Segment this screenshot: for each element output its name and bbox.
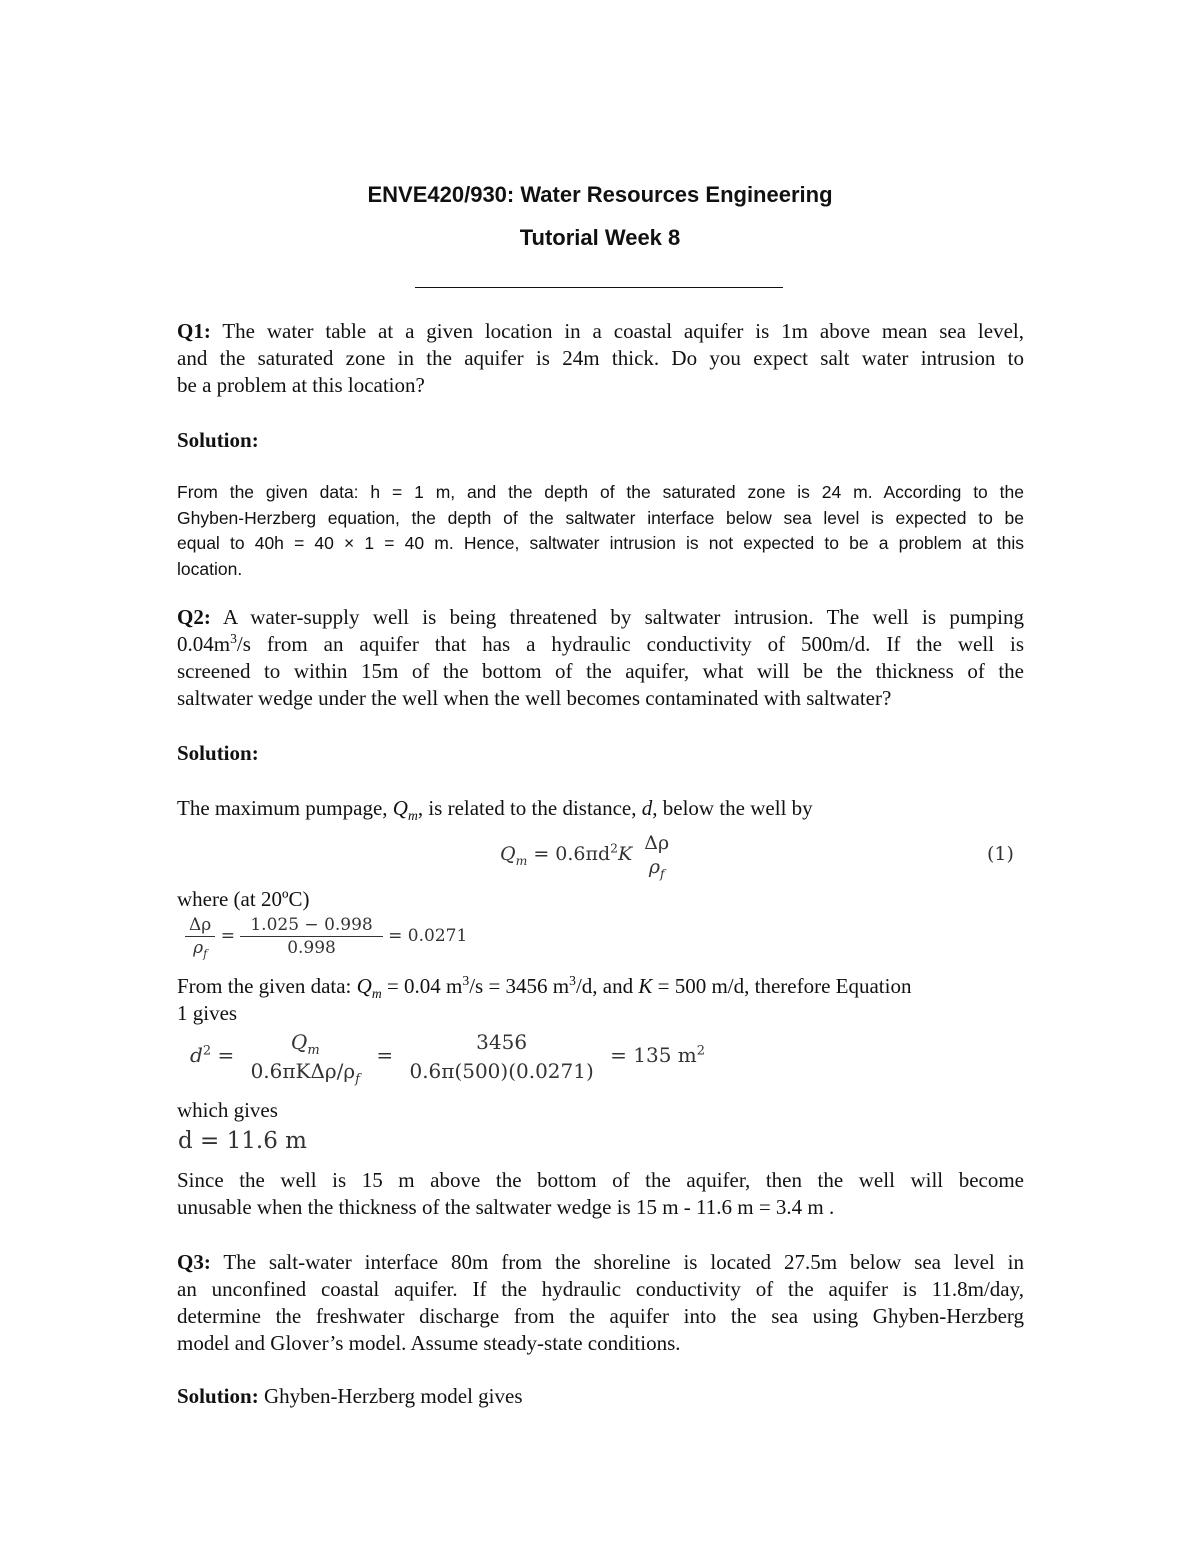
where-condition	[177, 886, 1024, 913]
pumpage-text-a: The maximum pumpage,	[177, 796, 393, 820]
q1-line-3: be a problem at this location?	[177, 373, 425, 397]
given-text-a: From the given data:	[177, 974, 357, 998]
q2-line-1: A water-supply well is being threatened by saltwater intrusion. The well is pumping	[210, 605, 1024, 629]
equation-density-ratio: $\frac{\Delta\rho}{\rho_f}$ = $\frac{1.025 - 0.998}{0.998}$ = 0.0271	[185, 915, 467, 958]
where-text: where (at 20ºC)	[177, 887, 310, 911]
q3-solution-text: Ghyben-Herzberg model gives	[258, 1384, 523, 1408]
q2-pumpage-sentence	[177, 795, 1024, 822]
q2-question	[177, 604, 1024, 712]
q3-line-2: an unconfined coastal aquifer. If the hydraulic conductivity of the aquifer is 11.8m/day,	[177, 1277, 1024, 1301]
tutorial-subtitle: Tutorial Week 8	[519, 225, 681, 250]
q2-line-2b: /s from an aquifer that has a hydraulic conductivity of 500m/d. If the well is	[236, 632, 1024, 656]
q1-solution-label: Solution:	[177, 428, 259, 452]
q1-solution-text	[177, 480, 1024, 582]
q1-solution-line-4: location.	[177, 558, 243, 579]
q3-line-4: model and Glover’s model. Assume steady-state conditions.	[177, 1331, 681, 1355]
q3-line-1: The salt-water interface 80m from the shoreline is located 27.5m below sea level in	[210, 1250, 1024, 1274]
q2-conclusion	[177, 1167, 1024, 1221]
q3-line-3: determine the freshwater discharge from the aquifer into the sea using Ghyben-Herzberg	[177, 1304, 1024, 1328]
title-divider	[415, 287, 783, 288]
q2-line-3: screened to within 15m of the bottom of the aquifer, what will be the thickness of the	[177, 659, 1024, 683]
pumpage-d: d	[641, 796, 653, 820]
equation-1: $Q_m = 0.6\pi d^2K$ Δρ $\rho_f$	[500, 832, 670, 881]
q1-label: Q1:	[177, 319, 211, 343]
q1-line-1: The water table at a given location in a coastal aquifer is 1m above mean sea level,	[210, 319, 1024, 343]
pumpage-text-b: , is related to the distance,	[417, 796, 642, 820]
equation-d-squared: $d^2$ = $Q_m$ $0.6\pi K\Delta\rho/\rho_f$ = 3456 0.6π(500)(0.0271) = 135 $m^2$	[190, 1030, 706, 1087]
q2-conclusion-line-1: Since the well is 15 m above the bottom of the aquifer, then the well will become	[177, 1168, 1024, 1192]
q2-conclusion-line-2: unusable when the thickness of the saltwater wedge is 15 m - 11.6 m = 3.4 m .	[177, 1195, 835, 1219]
q1-question	[177, 318, 1024, 399]
which-gives-text: which gives	[177, 1098, 278, 1122]
equation-1-number: (1)	[987, 843, 1014, 865]
q3-solution-label: Solution:	[177, 1384, 259, 1408]
which-gives	[177, 1097, 1024, 1124]
q3-solution	[177, 1383, 1024, 1410]
q2-solution-heading	[177, 740, 1024, 767]
q1-line-2: and the saturated zone in the aquifer is 24m thick. Do you expect salt water intrusion to	[177, 346, 1024, 370]
q1-solution-line-2: Ghyben-Herzberg equation, the depth of the saltwater interface below sea level is expected to be	[177, 507, 1024, 528]
equation-d-result: d = 11.6 m	[178, 1128, 307, 1154]
q3-label: Q3:	[177, 1250, 211, 1274]
pumpage-text-c: , below the well by	[652, 796, 813, 820]
q2-line-2a: 0.04m	[177, 632, 231, 656]
q2-label: Q2:	[177, 605, 211, 629]
course-title: ENVE420/930: Water Resources Engineering	[367, 182, 833, 207]
q2-solution-label: Solution:	[177, 741, 259, 765]
q1-solution-line-1: From the given data: h = 1 m, and the depth of the saturated zone is 24 m. According to the	[177, 482, 1024, 502]
gives-text: 1 gives	[177, 1001, 238, 1025]
q1-solution-line-3: equal to 40h = 40 × 1 = 40 m. Hence, saltwater intrusion is not expected to be a problem at this	[177, 533, 1024, 553]
q2-line-2-sup: 3	[230, 631, 237, 646]
q3-question	[177, 1249, 1024, 1357]
pumpage-qm: $Q_m$	[392, 796, 418, 824]
q1-solution-heading	[177, 427, 1024, 454]
given-data-sentence: From the given data: $Q_m = 0.04$ $m^3/s = 3456$ $m^3/d$, and K = 500 m/d, therefore Equation 1 gives	[177, 973, 1024, 1027]
q2-line-4: saltwater wedge under the well when the well becomes contaminated with saltwater?	[177, 686, 892, 710]
